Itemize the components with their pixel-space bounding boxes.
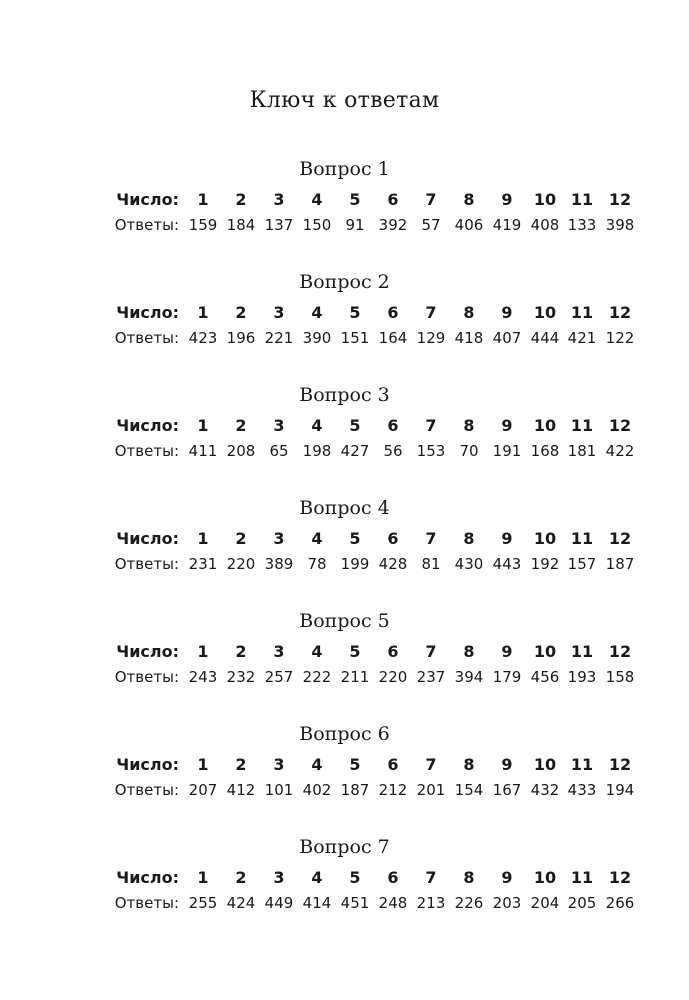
- number-row-cell: 7: [425, 303, 437, 322]
- answer-row-cell: 419: [492, 216, 522, 234]
- number-row-label: Число:: [116, 755, 179, 774]
- answer-row-cell: 192: [530, 555, 560, 573]
- number-row-cell: 6: [387, 303, 399, 322]
- answer-row-cell: 201: [416, 781, 446, 799]
- number-row-cell: 4: [311, 416, 323, 435]
- number-row-cell: 12: [608, 529, 632, 548]
- number-row-cell: 10: [533, 190, 557, 209]
- number-row-cell: 3: [273, 868, 285, 887]
- answer-row-cell: 81: [421, 555, 441, 573]
- number-row-cell: 4: [311, 755, 323, 774]
- number-row-cell: 10: [533, 642, 557, 661]
- number-row-cell: 12: [608, 868, 632, 887]
- number-row-cell: 3: [273, 303, 285, 322]
- answer-row-cell: 414: [302, 894, 332, 912]
- answer-row-cell: 220: [378, 668, 408, 686]
- answer-row-cell: 402: [302, 781, 332, 799]
- number-row-cell: 11: [570, 755, 594, 774]
- answer-row-cell: 211: [340, 668, 370, 686]
- number-row-cell: 3: [273, 642, 285, 661]
- answer-row-cell: 255: [188, 894, 218, 912]
- answer-row-cell: 407: [492, 329, 522, 347]
- number-row-cell: 8: [463, 529, 475, 548]
- number-row: [0, 754, 689, 776]
- answer-row-cell: 451: [340, 894, 370, 912]
- number-row-cell: 6: [387, 529, 399, 548]
- answer-row-cell: 418: [454, 329, 484, 347]
- number-row-cell: 11: [570, 529, 594, 548]
- number-row-cell: 3: [273, 416, 285, 435]
- number-row-cell: 11: [570, 642, 594, 661]
- question-title: Вопрос 5: [299, 610, 390, 632]
- answer-row-cell: 199: [340, 555, 370, 573]
- answer-row-cell: 432: [530, 781, 560, 799]
- number-row-cell: 1: [197, 642, 209, 661]
- question-title: Вопрос 4: [299, 497, 390, 519]
- answer-row-cell: 151: [340, 329, 370, 347]
- answer-row-cell: 184: [226, 216, 256, 234]
- answer-row-cell: 456: [530, 668, 560, 686]
- number-row-cell: 9: [501, 303, 513, 322]
- number-row-cell: 5: [349, 303, 361, 322]
- number-row-label: Число:: [116, 190, 179, 209]
- answer-row-cell: 204: [530, 894, 560, 912]
- answer-row-cell: 191: [492, 442, 522, 460]
- number-row-cell: 2: [235, 868, 247, 887]
- number-row-cell: 8: [463, 190, 475, 209]
- number-row-cell: 8: [463, 755, 475, 774]
- answer-row-cell: 193: [567, 668, 597, 686]
- number-row-cell: 11: [570, 868, 594, 887]
- answer-row-cell: 159: [188, 216, 218, 234]
- answer-row: [0, 553, 689, 575]
- number-row-cell: 8: [463, 642, 475, 661]
- number-row-cell: 3: [273, 755, 285, 774]
- number-row-cell: 9: [501, 416, 513, 435]
- number-row-cell: 11: [570, 190, 594, 209]
- number-row-cell: 5: [349, 529, 361, 548]
- number-row-cell: 8: [463, 868, 475, 887]
- answer-row-cell: 430: [454, 555, 484, 573]
- number-row-cell: 7: [425, 868, 437, 887]
- number-row: [0, 415, 689, 437]
- number-row-cell: 2: [235, 529, 247, 548]
- number-row-cell: 11: [570, 303, 594, 322]
- answer-row-cell: 137: [264, 216, 294, 234]
- number-row-cell: 12: [608, 416, 632, 435]
- number-row-cell: 9: [501, 190, 513, 209]
- answer-row-cell: 398: [605, 216, 635, 234]
- answer-row-cell: 232: [226, 668, 256, 686]
- answer-row-cell: 423: [188, 329, 218, 347]
- number-row-cell: 1: [197, 755, 209, 774]
- answer-row-cell: 444: [530, 329, 560, 347]
- answer-row-label: Ответы:: [114, 329, 179, 347]
- page-title: Ключ к ответам: [249, 88, 440, 113]
- number-row: [0, 302, 689, 324]
- number-row-cell: 3: [273, 529, 285, 548]
- answer-row-cell: 421: [567, 329, 597, 347]
- answer-row-cell: 389: [264, 555, 294, 573]
- number-row-cell: 2: [235, 190, 247, 209]
- answer-row-cell: 433: [567, 781, 597, 799]
- number-row-cell: 7: [425, 642, 437, 661]
- answer-row: [0, 779, 689, 801]
- answer-row-cell: 122: [605, 329, 635, 347]
- number-row: [0, 189, 689, 211]
- answer-row-cell: 154: [454, 781, 484, 799]
- answer-row: [0, 440, 689, 462]
- question-title: Вопрос 6: [299, 723, 390, 745]
- answer-row-cell: 187: [605, 555, 635, 573]
- number-row-cell: 10: [533, 755, 557, 774]
- answer-row-cell: 196: [226, 329, 256, 347]
- answer-row-cell: 412: [226, 781, 256, 799]
- answer-row-cell: 408: [530, 216, 560, 234]
- answer-row: [0, 214, 689, 236]
- number-row-cell: 4: [311, 868, 323, 887]
- number-row-cell: 5: [349, 416, 361, 435]
- number-row-cell: 2: [235, 416, 247, 435]
- answer-row-cell: 133: [567, 216, 597, 234]
- number-row-cell: 6: [387, 642, 399, 661]
- number-row-cell: 2: [235, 642, 247, 661]
- answer-row-label: Ответы:: [114, 668, 179, 686]
- number-row-cell: 6: [387, 755, 399, 774]
- answer-row-cell: 443: [492, 555, 522, 573]
- number-row-cell: 1: [197, 529, 209, 548]
- number-row-cell: 7: [425, 190, 437, 209]
- answer-row-cell: 150: [302, 216, 332, 234]
- answer-row-label: Ответы:: [114, 781, 179, 799]
- answer-row-cell: 181: [567, 442, 597, 460]
- answer-row: [0, 666, 689, 688]
- answer-row-cell: 157: [567, 555, 597, 573]
- number-row-cell: 5: [349, 642, 361, 661]
- number-row-cell: 10: [533, 416, 557, 435]
- answer-row-cell: 164: [378, 329, 408, 347]
- answer-row-cell: 194: [605, 781, 635, 799]
- number-row: [0, 641, 689, 663]
- question-title: Вопрос 7: [299, 836, 390, 858]
- answer-row-label: Ответы:: [114, 216, 179, 234]
- number-row-cell: 10: [533, 529, 557, 548]
- answer-row-cell: 237: [416, 668, 446, 686]
- number-row-cell: 10: [533, 303, 557, 322]
- number-row-cell: 3: [273, 190, 285, 209]
- number-row-cell: 2: [235, 303, 247, 322]
- answer-row-cell: 220: [226, 555, 256, 573]
- answer-row-cell: 153: [416, 442, 446, 460]
- answer-row-cell: 394: [454, 668, 484, 686]
- answer-row-cell: 198: [302, 442, 332, 460]
- question-title: Вопрос 3: [299, 384, 390, 406]
- number-row-cell: 8: [463, 416, 475, 435]
- answer-row: [0, 892, 689, 914]
- number-row-cell: 5: [349, 868, 361, 887]
- answer-row-cell: 70: [459, 442, 479, 460]
- number-row-cell: 12: [608, 303, 632, 322]
- number-row-label: Число:: [116, 868, 179, 887]
- number-row-cell: 6: [387, 416, 399, 435]
- answer-row-cell: 168: [530, 442, 560, 460]
- number-row-cell: 4: [311, 190, 323, 209]
- number-row-cell: 7: [425, 416, 437, 435]
- answer-row-cell: 231: [188, 555, 218, 573]
- number-row-cell: 4: [311, 303, 323, 322]
- answer-row-cell: 248: [378, 894, 408, 912]
- answer-row-cell: 91: [345, 216, 365, 234]
- number-row-cell: 5: [349, 755, 361, 774]
- number-row-cell: 1: [197, 190, 209, 209]
- answer-row-cell: 208: [226, 442, 256, 460]
- number-row-label: Число:: [116, 529, 179, 548]
- answer-row-cell: 207: [188, 781, 218, 799]
- answer-row-label: Ответы:: [114, 442, 179, 460]
- number-row-cell: 6: [387, 190, 399, 209]
- answer-row-cell: 257: [264, 668, 294, 686]
- answer-row-cell: 422: [605, 442, 635, 460]
- number-row-cell: 9: [501, 755, 513, 774]
- answer-row-cell: 411: [188, 442, 218, 460]
- answer-row-cell: 203: [492, 894, 522, 912]
- answer-row-cell: 212: [378, 781, 408, 799]
- answer-row-cell: 243: [188, 668, 218, 686]
- answer-row-cell: 57: [421, 216, 441, 234]
- answer-row-cell: 65: [269, 442, 289, 460]
- number-row-cell: 9: [501, 642, 513, 661]
- answer-row-cell: 167: [492, 781, 522, 799]
- answer-row-cell: 56: [383, 442, 403, 460]
- answer-row: [0, 327, 689, 349]
- answer-row-cell: 390: [302, 329, 332, 347]
- number-row-cell: 12: [608, 190, 632, 209]
- answer-row-cell: 187: [340, 781, 370, 799]
- number-row-cell: 4: [311, 642, 323, 661]
- answer-row-cell: 221: [264, 329, 294, 347]
- answer-row-cell: 406: [454, 216, 484, 234]
- question-title: Вопрос 1: [299, 158, 390, 180]
- answer-row-cell: 213: [416, 894, 446, 912]
- number-row-label: Число:: [116, 303, 179, 322]
- answer-row-cell: 158: [605, 668, 635, 686]
- number-row-cell: 10: [533, 868, 557, 887]
- number-row: [0, 528, 689, 550]
- answer-row-cell: 392: [378, 216, 408, 234]
- number-row-label: Число:: [116, 642, 179, 661]
- answer-row-cell: 129: [416, 329, 446, 347]
- number-row: [0, 867, 689, 889]
- answer-row-cell: 179: [492, 668, 522, 686]
- number-row-cell: 1: [197, 416, 209, 435]
- number-row-cell: 12: [608, 755, 632, 774]
- number-row-cell: 11: [570, 416, 594, 435]
- question-title: Вопрос 2: [299, 271, 390, 293]
- number-row-cell: 1: [197, 868, 209, 887]
- number-row-cell: 7: [425, 755, 437, 774]
- number-row-cell: 9: [501, 529, 513, 548]
- number-row-label: Число:: [116, 416, 179, 435]
- number-row-cell: 12: [608, 642, 632, 661]
- answer-row-label: Ответы:: [114, 555, 179, 573]
- number-row-cell: 1: [197, 303, 209, 322]
- number-row-cell: 2: [235, 755, 247, 774]
- number-row-cell: 8: [463, 303, 475, 322]
- answer-row-cell: 428: [378, 555, 408, 573]
- number-row-cell: 4: [311, 529, 323, 548]
- answer-row-cell: 449: [264, 894, 294, 912]
- answer-row-cell: 226: [454, 894, 484, 912]
- answer-row-cell: 222: [302, 668, 332, 686]
- answer-row-cell: 78: [307, 555, 327, 573]
- answer-row-cell: 424: [226, 894, 256, 912]
- answer-row-cell: 101: [264, 781, 294, 799]
- answer-row-cell: 427: [340, 442, 370, 460]
- answer-row-label: Ответы:: [114, 894, 179, 912]
- number-row-cell: 7: [425, 529, 437, 548]
- number-row-cell: 9: [501, 868, 513, 887]
- number-row-cell: 6: [387, 868, 399, 887]
- answer-row-cell: 205: [567, 894, 597, 912]
- number-row-cell: 5: [349, 190, 361, 209]
- answer-row-cell: 266: [605, 894, 635, 912]
